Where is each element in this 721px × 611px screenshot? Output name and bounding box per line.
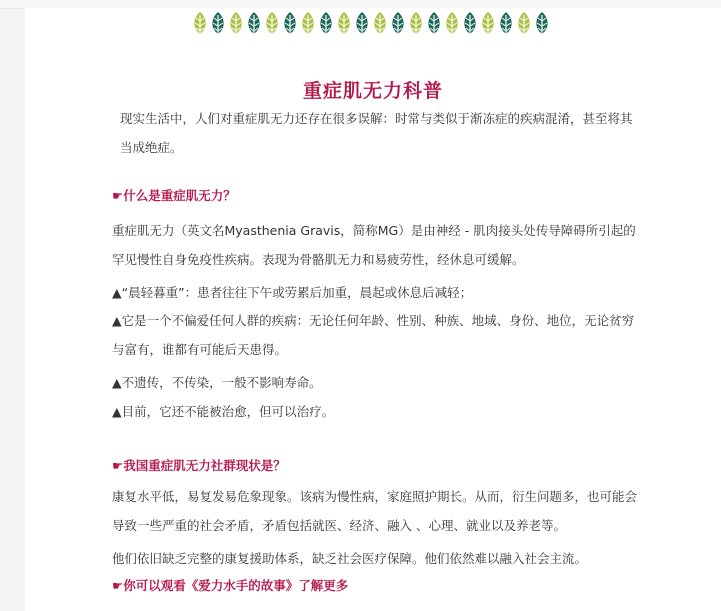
section-heading-text: 我国重症肌无力社群现状是？ <box>123 458 286 473</box>
section-heading-community-status <box>112 456 286 474</box>
section-heading-watch-story[interactable] <box>112 576 348 594</box>
leaf-icon <box>371 11 389 39</box>
leaf-divider <box>191 11 551 41</box>
leaf-icon <box>389 11 407 39</box>
pointing-hand-icon: ☛ <box>112 188 124 203</box>
point-item: ▲它是一个不偏爱任何人群的疾病：无论任何年龄、性别、种族、地域、身份、地位，无论贫穷与富有，谁都有可能后天患得。 <box>112 313 635 357</box>
point-item: ▲目前，它还不能被治愈，但可以治疗。 <box>112 404 335 419</box>
definition-paragraph: 重症肌无力（英文名Myasthenia Gravis，简称MG）是由神经 - 肌肉接头处传导障碍所引起的罕见慢性自身免疫性疾病。表现为骨骼肌无力和易疲劳性，经休息可缓解。 <box>112 223 636 267</box>
point-item: ▲“晨轻暮重”：患者往往下午或劳累后加重，晨起或休息后减轻； <box>112 285 473 300</box>
leaf-icon <box>263 11 281 39</box>
status-paragraph: 康复水平低，易复发易危象现象。该病为慢性病，家庭照护期长。从而，衍生问题多，也可能会导致一些严重的社会矛盾，矛盾包括就医、经济、融入 、心理、就业以及养老等。 <box>112 489 638 533</box>
point-item: ▲不遗传，不传染，一般不影响寿命。 <box>112 375 322 390</box>
leaf-icon <box>407 11 425 39</box>
leaf-icon <box>245 11 263 39</box>
leaf-icon <box>281 11 299 39</box>
leaf-icon <box>299 11 317 39</box>
leaf-icon <box>191 11 209 39</box>
leaf-icon <box>497 11 515 39</box>
leaf-icon <box>353 11 371 39</box>
leaf-icon <box>227 11 245 39</box>
leaf-icon <box>425 11 443 39</box>
leaf-icon <box>479 11 497 39</box>
pointing-hand-icon: ☛ <box>112 458 124 473</box>
pointing-hand-icon: ☛ <box>112 578 124 593</box>
leaf-icon <box>533 11 551 39</box>
leaf-icon <box>209 11 227 39</box>
article-title: 重症肌无力科普 <box>302 80 443 102</box>
section-heading-text[interactable]: 你可以观看《爱力水手的故事》了解更多 <box>123 578 349 593</box>
article-page <box>25 8 721 611</box>
status-paragraph-2: 他们依旧缺乏完整的康复援助体系，缺乏社会医疗保障。他们依然难以融入社会主流。 <box>112 551 588 566</box>
leaf-icon <box>317 11 335 39</box>
intro-paragraph: 现实生活中，人们对重症肌无力还存在很多误解：时常与类似于渐冻症的疾病混淆，甚至将其当成绝症。 <box>120 111 633 155</box>
leaf-icon <box>335 11 353 39</box>
section-heading-text: 什么是重症肌无力？ <box>123 188 236 203</box>
leaf-icon <box>443 11 461 39</box>
leaf-icon <box>461 11 479 39</box>
section-heading-what-is-mg <box>112 186 236 204</box>
leaf-icon <box>515 11 533 39</box>
